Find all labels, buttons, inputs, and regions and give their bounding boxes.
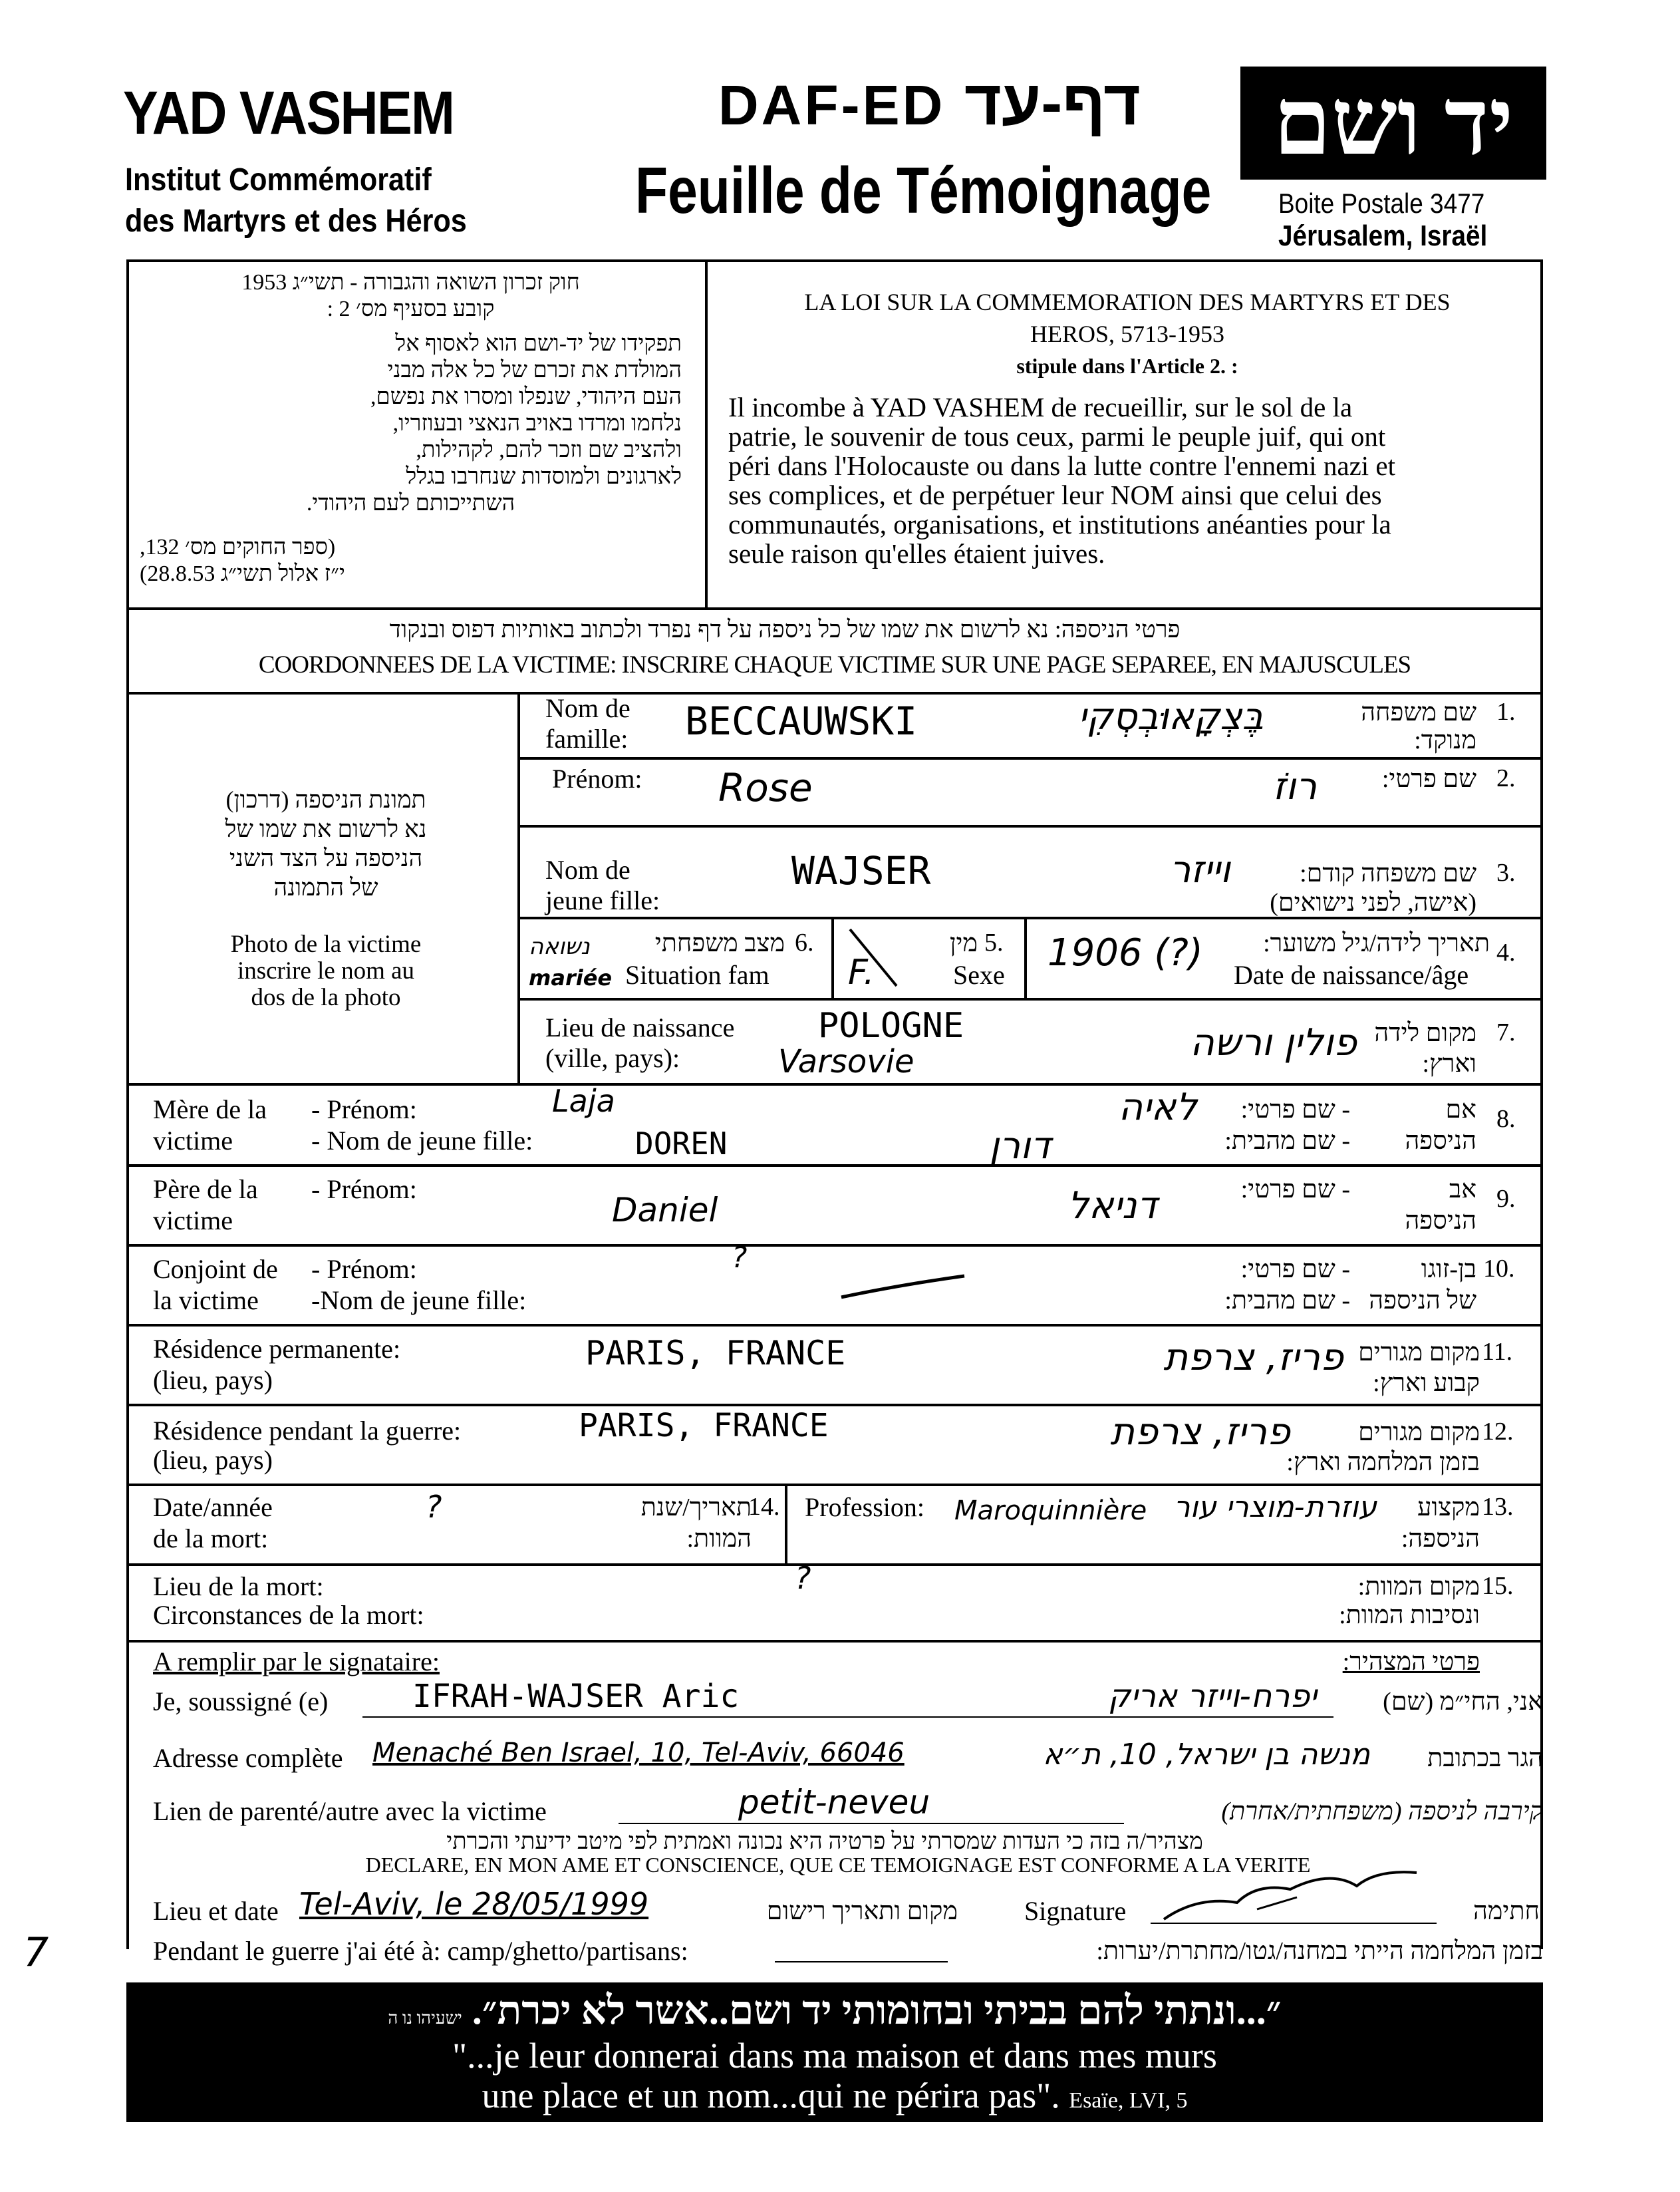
label-he: המוות:	[686, 1525, 752, 1553]
row-line	[126, 1404, 1543, 1406]
label-fr: Adresse complète	[153, 1743, 343, 1773]
label-fr: Nom de	[545, 693, 630, 723]
label-he: הניספה	[1405, 1127, 1476, 1155]
address-value-hebrew[interactable]: מנשה בן ישראל, 10, ת״א	[1043, 1738, 1370, 1772]
field-number: 14.	[748, 1493, 780, 1521]
label-he: - שם פרטי:	[1240, 1096, 1350, 1124]
label-he: - שם מהבית:	[1224, 1287, 1350, 1315]
field-number: 8.	[1496, 1105, 1516, 1133]
photo-instructions-french	[146, 931, 505, 1011]
label-fr: (lieu, pays)	[153, 1445, 273, 1475]
photo-he-line: נא לרשום את שמו של	[225, 816, 427, 842]
label-fr: Lieu de la mort:	[153, 1571, 324, 1601]
birthplace-country-value[interactable]: POLOGNE	[818, 1006, 964, 1046]
label-he: של הניספה	[1369, 1287, 1476, 1315]
law-fr-line: Il incombe à YAD VASHEM de recueillir, sur le sol de la	[728, 392, 1353, 422]
label-he: תאריך/שנת	[640, 1493, 752, 1521]
photo-he-line: תמונת הניספה (דרכון)	[225, 786, 426, 813]
field-number: 1.	[1496, 698, 1516, 726]
law-fr-line: seule raison qu'elles étaient juives.	[728, 538, 1105, 569]
field-number: 15.	[1482, 1572, 1514, 1600]
label-he: בזמן המלחמה וארץ:	[1286, 1448, 1480, 1476]
underline	[619, 1823, 1124, 1824]
row-line	[519, 998, 1543, 1001]
verse-french	[133, 2036, 1536, 2121]
law-he-line: נלחמו ומרדו באויב הנאצי ובעוזריו,	[392, 411, 682, 436]
form-code-hebrew: דף-עד	[964, 67, 1141, 138]
label-fr: la victime	[153, 1285, 259, 1315]
birthplace-value-hebrew[interactable]: פולין ורשה	[1190, 1021, 1357, 1064]
law-he-line: (ספר החוקים מס׳ 132,	[140, 535, 336, 559]
label-fr: Lien de parenté/autre avec la victime	[153, 1796, 547, 1826]
photo-fr-line: Photo de la victime	[230, 931, 422, 958]
birth-date-value[interactable]: 1906 (?)	[1048, 931, 1203, 975]
law-he-line: חוק זכרון השואה והגבורה - תשי״ג 1953	[241, 270, 580, 295]
label-fr: Date de naissance/âge	[1234, 960, 1469, 990]
permanent-residence-value-hebrew[interactable]: פריז, צרפת	[1163, 1336, 1343, 1379]
law-he-line: השתייכותם לעם היהודי.	[306, 491, 515, 516]
label-he: וארץ:	[1422, 1050, 1476, 1078]
maiden-name-value-hebrew[interactable]: וייזר	[1169, 848, 1230, 891]
cell-divider	[1024, 918, 1027, 998]
photo-he-line: של התמונה	[273, 874, 378, 901]
wartime-residence-value-hebrew[interactable]: פריז, צרפת	[1110, 1410, 1290, 1454]
frame-left	[126, 259, 129, 1949]
profession-value-hebrew[interactable]: עוזרת-מוצרי עור	[1173, 1490, 1377, 1524]
law-he-line: לארגונים ולמוסדות שנחרבו בגלל	[406, 464, 682, 489]
line-law-bottom	[126, 607, 1543, 610]
father-first-name-value-hebrew[interactable]: דניאל	[1067, 1184, 1157, 1227]
permanent-residence-value[interactable]: PARIS, FRANCE	[585, 1334, 846, 1372]
death-place-value[interactable]: ?	[795, 1560, 811, 1596]
label-fr: Père de la	[153, 1174, 258, 1204]
declaration-french: DECLARE, EN MON AME ET CONSCIENCE, QUE CE TEMOIGNAGE EST CONFORME A LA VERITE	[365, 1853, 1311, 1877]
form-code: DAF-ED	[718, 74, 946, 136]
label-he: הניספה:	[1401, 1525, 1480, 1553]
label-he: ונסיבות המוות:	[1339, 1601, 1480, 1629]
city: Jérusalem, Israël	[1278, 220, 1488, 252]
row-line	[126, 1244, 1543, 1247]
label-he: הניספה	[1405, 1207, 1476, 1235]
label-he: מקום מגורים	[1358, 1338, 1480, 1366]
label-he: שם פרטי:	[1381, 765, 1476, 793]
law-fr-title-2: HEROS, 5713-1953	[1030, 321, 1224, 347]
death-date-value[interactable]: ?	[426, 1489, 442, 1525]
field-number: 2.	[1496, 764, 1516, 792]
marital-status-value-hebrew[interactable]: נשואה	[529, 933, 590, 960]
photo-fr-line: dos de la photo	[251, 984, 401, 1011]
victim-header-french: COORDONNEES DE LA VICTIME: INSCRIRE CHAQUE VICTIME SUR UNE PAGE SEPAREE, EN MAJUSCULES	[258, 651, 1411, 679]
spouse-dash-mark	[838, 1271, 971, 1304]
label-fr: - Nom de jeune fille:	[311, 1126, 533, 1156]
family-name-value-hebrew[interactable]: בֶּצְקָאוּבְסְקִי	[1078, 695, 1264, 738]
family-name-value[interactable]: BECCAUWSKI	[685, 699, 918, 744]
underline	[775, 1961, 948, 1962]
verse-french-line2: une place et un nom...qui ne périra pas".	[482, 2076, 1060, 2115]
label-he: חתימה	[1472, 1897, 1540, 1925]
law-hebrew	[140, 269, 682, 587]
row-line	[126, 1563, 1543, 1566]
label-he: מקום מגורים	[1358, 1418, 1480, 1446]
field-number: 4.	[1496, 939, 1516, 967]
label-fr: - Prénom:	[311, 1254, 417, 1284]
label-he: תאריך לידה/גיל משוער:	[1263, 929, 1490, 957]
law-french-body	[728, 392, 1526, 568]
label-fr: Prénom:	[552, 764, 642, 794]
label-he: אב	[1449, 1175, 1476, 1203]
label-he: מנוקד:	[1414, 726, 1476, 754]
underline	[362, 1716, 1333, 1718]
label-fr: Conjoint de	[153, 1254, 278, 1284]
label-he: בן-זוגו	[1421, 1255, 1476, 1283]
mother-first-name-value-hebrew[interactable]: לאיה	[1118, 1086, 1197, 1129]
label-fr: Situation fam	[625, 960, 770, 990]
law-he-line: העם היהודי, שנפלו ומסרו את נפשם,	[370, 385, 682, 409]
law-he-line: י״ז אלול תשי״ג 28.8.53)	[140, 561, 345, 586]
relationship-value[interactable]: petit-neveu	[738, 1783, 930, 1821]
label-fr: Signature	[1024, 1896, 1127, 1926]
photo-fr-line: inscrire le nom au	[237, 957, 415, 985]
address-value[interactable]: Menaché Ben Israel, 10, Tel-Aviv, 66046	[372, 1738, 905, 1768]
frame-top	[126, 259, 1543, 262]
label-fr: victime	[153, 1205, 233, 1235]
maiden-name-value[interactable]: WAJSER	[791, 848, 931, 893]
row-line	[126, 1484, 1543, 1486]
label-fr: Profession:	[805, 1492, 924, 1522]
signatory-name-value[interactable]: IFRAH-WAJSER Aric	[412, 1678, 740, 1715]
yad-vashem-logo: יד ושם	[1240, 67, 1546, 180]
label-fr: - Prénom:	[311, 1174, 417, 1204]
verse-hebrew	[133, 1988, 1536, 2034]
row-line	[126, 1640, 1543, 1643]
label-fr: Pendant le guerre j'ai été à: camp/ghetto/partisans:	[153, 1936, 688, 1966]
label-he: אם	[1445, 1096, 1476, 1124]
label-fr: Lieu de naissance	[545, 1013, 735, 1042]
photo-he-line: הניספה על הצד השני	[229, 845, 423, 871]
label-he: מצב משפחתי	[654, 929, 785, 957]
org-subtitle	[125, 160, 467, 242]
place-date-value[interactable]: Tel-Aviv, le 28/05/1999	[299, 1886, 649, 1922]
law-fr-line: communautés, organisations, et institutions anéanties pour la	[728, 509, 1391, 540]
field-number: 10.	[1483, 1255, 1515, 1283]
row-line	[519, 757, 1543, 760]
org-name: YAD VASHEM	[123, 79, 454, 147]
photo-divider	[517, 692, 520, 1084]
law-divider	[705, 259, 708, 609]
label-he: קירבה לניספה (משפחתית/אחרת)	[1221, 1798, 1543, 1825]
label-he: שם משפחה קודם:	[1300, 860, 1476, 887]
law-fr-line: péri dans l'Holocauste ou dans la lutte contre l'ennemi nazi et	[728, 450, 1395, 481]
field-number: 3.	[1496, 859, 1516, 887]
law-fr-line: ses complices, et de perpétuer leur NOM ainsi que celui des	[728, 480, 1382, 510]
label-he: מקום לידה	[1374, 1019, 1476, 1047]
verse-french-line1: "...je leur donnerai dans ma maison et dans mes murs	[452, 2036, 1217, 2076]
field-number: 6.	[795, 929, 814, 957]
form-title: Feuille de Témoignage	[635, 154, 1212, 227]
label-he: הגר בכתובת	[1427, 1744, 1543, 1772]
wartime-residence-value[interactable]: PARIS, FRANCE	[579, 1407, 829, 1444]
birthplace-city-value[interactable]: Varsovie	[778, 1043, 914, 1080]
org-subtitle-line1: Institut Commémoratif	[125, 162, 432, 198]
law-french-title	[725, 286, 1530, 382]
mother-first-name-value[interactable]: Laja	[552, 1083, 615, 1119]
margin-mark: 7	[23, 1929, 49, 1976]
mother-maiden-name-value-hebrew[interactable]: דורן	[989, 1124, 1051, 1168]
victim-header-hebrew: פרטי הניספה: נא לרשום את שמו של כל ניספה על דף נפרד ולכתוב באותיות דפוס ובנקוד	[389, 616, 1181, 643]
spouse-value[interactable]: ?	[732, 1241, 748, 1275]
row-line	[519, 825, 1543, 828]
signatory-title-hebrew: פרטי המצהיר:	[1342, 1648, 1480, 1676]
law-he-line: קובע בסעיף מס׳ 2 :	[327, 297, 495, 321]
label-he: שם משפחה	[1361, 699, 1476, 726]
label-fr: Je, soussigné (e)	[153, 1686, 329, 1716]
label-he: אני, החי״מ (שם)	[1383, 1688, 1543, 1716]
label-he: מקצוע	[1417, 1493, 1480, 1521]
label-he: קבוע וארץ:	[1373, 1369, 1480, 1397]
verse-hebrew-ref: ישעיהו נו ה	[388, 2008, 462, 2028]
postal-box: Boite Postale 3477	[1278, 188, 1485, 219]
field-number: 11.	[1482, 1338, 1513, 1366]
label-fr: victime	[153, 1126, 233, 1156]
row-line	[126, 1324, 1543, 1327]
law-fr-title-1: LA LOI SUR LA COMMEMORATION DES MARTYRS ET DES	[804, 289, 1451, 315]
label-fr: Résidence pendant la guerre:	[153, 1416, 462, 1446]
verse-hebrew-text: ״...ונתתי להם בביתי ובחומותי יד ושם..אשר לא יכרת״.	[472, 1988, 1282, 2032]
declaration-hebrew: מצהיר/ה בזה כי העדות שמסרתי על פרטיה היא נכונה ואמתית לפי מיטב ידיעתי והכרתי	[446, 1828, 1203, 1854]
sex-value[interactable]: F.	[848, 953, 875, 993]
label-fr: Résidence permanente:	[153, 1334, 401, 1364]
row-line	[126, 1083, 1543, 1086]
label-fr: -Nom de jeune fille:	[311, 1285, 527, 1315]
label-fr: Mère de la	[153, 1094, 267, 1124]
label-fr: Sexe	[953, 960, 1005, 990]
row-line	[126, 1164, 1543, 1167]
label-fr: Nom de	[545, 855, 630, 885]
law-he-line: המולדת את זכרם של כל אלה מבני	[387, 358, 682, 383]
field-number: 13.	[1482, 1493, 1514, 1521]
label-fr: jeune fille:	[545, 885, 660, 915]
law-he-line: תפקידו של יד-ושם הוא לאסוף אל	[395, 331, 682, 356]
photo-instructions-hebrew	[146, 785, 505, 902]
label-fr: de la mort:	[153, 1523, 269, 1553]
label-he: מין	[949, 929, 978, 957]
label-he: - שם מהבית:	[1224, 1127, 1350, 1155]
label-fr: (ville, pays):	[545, 1043, 680, 1073]
label-he: (אישה, לפני נישואים)	[1270, 889, 1476, 917]
law-he-line: ולהציב שם וזכר להם, לקהילות,	[416, 438, 682, 462]
signatory-title: A remplir par le signataire:	[153, 1646, 440, 1676]
field-number: 7.	[1496, 1018, 1516, 1046]
cell-divider	[785, 1484, 787, 1563]
verse-french-ref: Esaïe, LVI, 5	[1069, 2088, 1188, 2113]
label-he: בזמן המלחמה הייתי במחנה/גטו/מחתרת/יערות:	[1096, 1937, 1543, 1965]
signature-mark	[1157, 1856, 1423, 1929]
profession-value[interactable]: Maroquinnière	[954, 1495, 1147, 1526]
field-number: 12.	[1482, 1418, 1514, 1446]
label-fr: (lieu, pays)	[153, 1365, 273, 1395]
line-victim-header-bottom	[126, 692, 1543, 695]
signatory-name-value-hebrew[interactable]: יפרח-וייזר אריק	[1108, 1678, 1317, 1715]
mother-maiden-name-value[interactable]: DOREN	[635, 1126, 728, 1162]
label-he: - שם פרטי:	[1240, 1255, 1350, 1283]
label-fr: - Prénom:	[311, 1094, 417, 1124]
father-first-name-value[interactable]: Daniel	[612, 1191, 718, 1229]
label-he: מקום המוות:	[1357, 1573, 1480, 1601]
label-fr: Circonstances de la mort:	[153, 1600, 424, 1630]
label-he: - שם פרטי:	[1240, 1175, 1350, 1203]
law-fr-line: patrie, le souvenir de tous ceux, parmi le peuple juif, qui ont	[728, 421, 1386, 452]
org-subtitle-line2: des Martyrs et des Héros	[125, 204, 467, 239]
label-fr: Date/année	[153, 1492, 273, 1522]
label-fr: Lieu et date	[153, 1896, 279, 1926]
label-fr: famille:	[545, 724, 629, 754]
first-name-value-hebrew[interactable]: רוֹז	[1272, 765, 1317, 808]
field-number: 5.	[984, 929, 1004, 957]
label-he: מקום ותאריך רישום	[766, 1897, 958, 1925]
cell-divider	[831, 918, 834, 998]
first-name-value[interactable]: Rose	[718, 765, 813, 810]
marital-status-value[interactable]: mariée	[529, 965, 613, 991]
law-fr-title-3: stipule dans l'Article 2. :	[1016, 354, 1238, 378]
field-number: 9.	[1496, 1185, 1516, 1213]
